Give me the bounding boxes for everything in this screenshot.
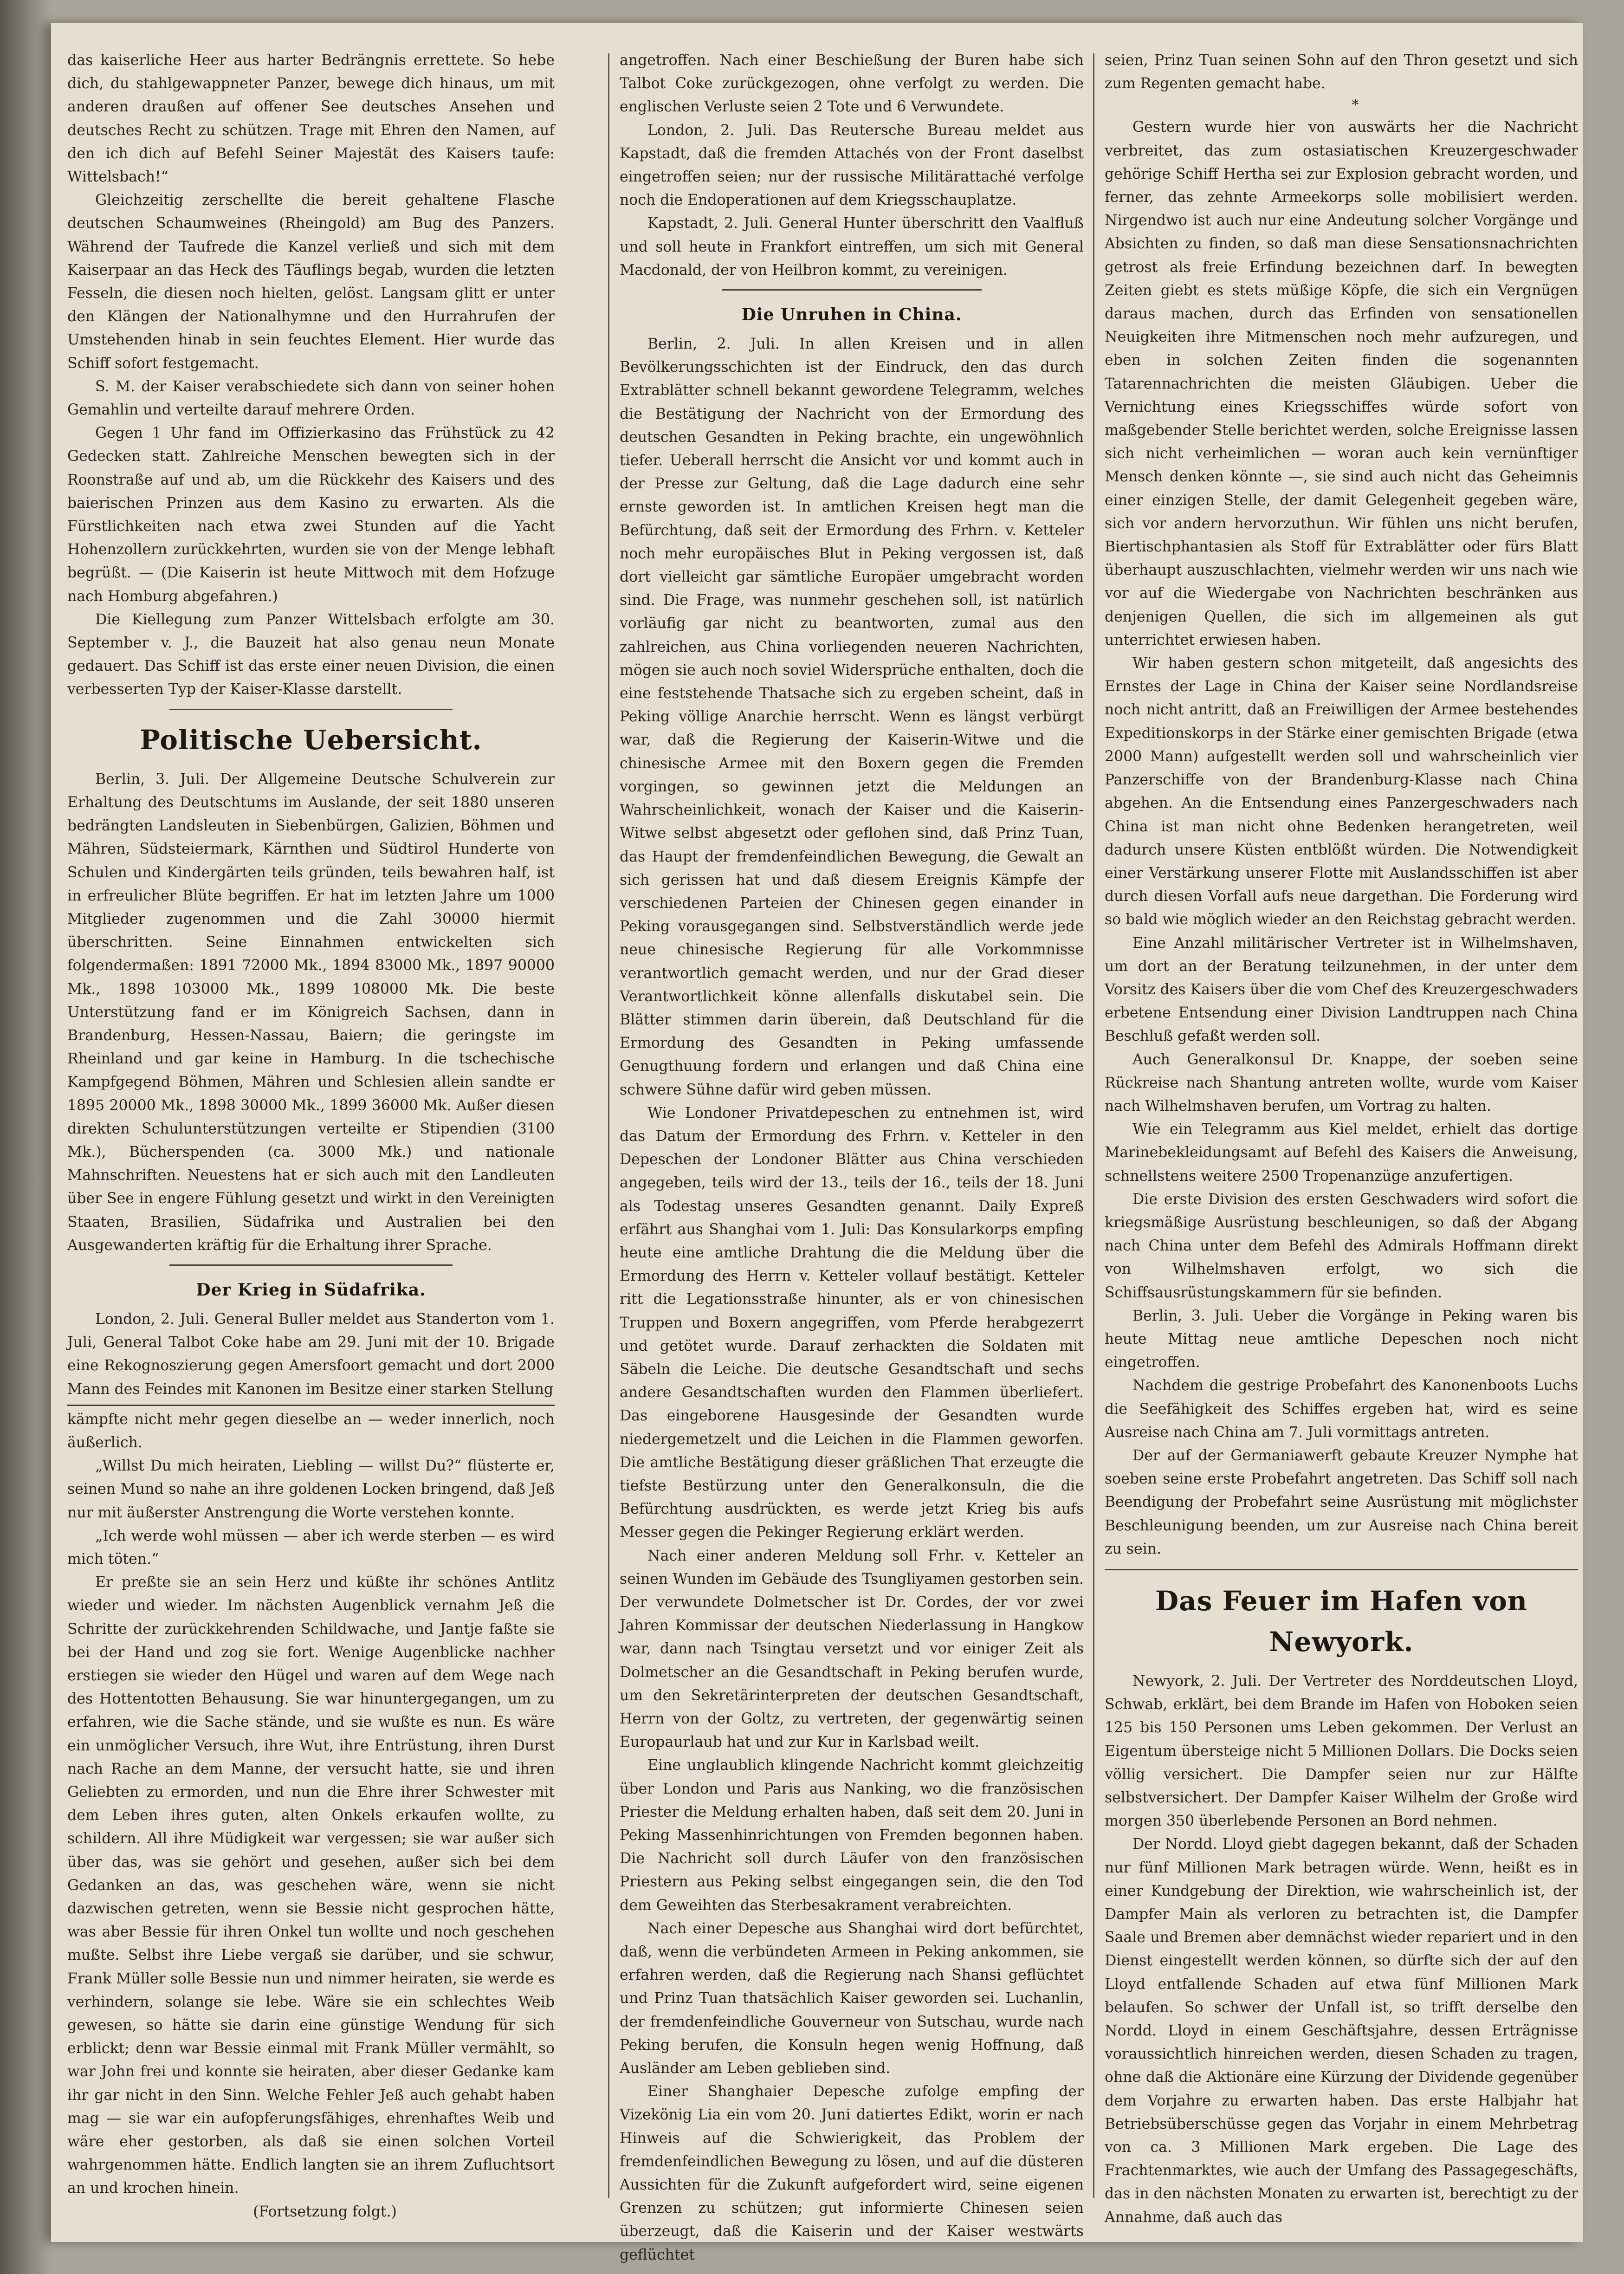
- paragraph: Berlin, 3. Juli. Ueber die Vorgänge in Peking waren bis heute Mittag neue amtliche Depeschen noch nicht eingetroffen.: [1105, 1307, 1578, 1371]
- paragraph: Gestern wurde hier von auswärts her die Nachricht verbreitet, das zum ostasiatischen Kreuzergeschwader gehörige Schiff Hertha sei zur Explosion gebracht worden, und ferner, das zehnte Armeekorps solle mobilisiert werden. Nirgendwo ist auch nur eine Andeutung solcher Vorgänge und Absichten zu finden, so daß man diese Sensationsnachrichten getrost als freie Erfindung bezeichnen darf. In bewegten Zeiten giebt es stets müßige Köpfe, die sich ein Vergnügen daraus machen, durch das Erfinden von sensationellen Neuigkeiten ihre Mitmenschen noch mehr aufzuregen, und eben in solchen Zeiten finden die sogenannten Tatarennachrichten die meisten Gläubigen. Ueber die Vernichtung eines Kriegsschiffes würde sofort von maßgebender Stelle berichtet werden, solche Ereignisse lassen sich nicht verheimlichen — woran auch kein vernünftiger Mensch denken könnte —, sie sind auch nicht das Geheimnis einer einzigen Stelle, der damit Gelegenheit gegeben wäre, sich vor andern hervorzuthun. Wir fühlen uns nicht berufen, Biertischphantasien als Stoff für Extrablätter oder fürs Blatt überhaupt auszuschlachten, vielmehr werden wir uns nach wie vor auf die Wiedergabe von Nachrichten beschränken aus denjenigen Quellen, die sich im allgemeinen als gut unterrichtet erwiesen haben.: [1105, 119, 1578, 648]
- paragraph: Die Kiellegung zum Panzer Wittelsbach erfolgte am 30. September v. J., die Bauzeit hat also genau neun Monate gedauert. Das Schiff ist das erste einer neuen Division, die einen verbesserten Typ der Kaiser-Klasse darstellt.: [67, 611, 555, 698]
- paragraph: Einer Shanghaier Depesche zufolge empfing der Vizekönig Lia ein vom 20. Juni datiertes Edikt, worin er nach Hinweis auf die Schwierigkeit, das Problem der fremdenfeindlichen Bewegung zu lösen, und auf die düsteren Aussichten für die Zukunft aufgefordert wird, seine eigenen Grenzen zu schützen; gut informierte Chinesen seien überzeugt, daß die Kaiserin und der Kaiser westwärts geflüchtet: [620, 2083, 1084, 2263]
- paragraph: Kapstadt, 2. Juli. General Hunter überschritt den Vaalfluß und soll heute in Frankfort eintreffen, um sich mit General Macdonald, der von Heilbron kommt, zu vereinigen.: [620, 215, 1084, 279]
- paragraph: Nachdem die gestrige Probefahrt des Kanonenboots Luchs die Seefähigkeit des Schiffes ergeben hat, wird es seine Ausreise nach China am 7. Juli vormittags antreten.: [1105, 1377, 1578, 1441]
- paragraph: Eine Anzahl militärischer Vertreter ist in Wilhelmshaven, um dort an der Beratung teilzunehmen, in der unter dem Vorsitz des Kaisers über die vom Chef des Kreuzergeschwaders erbetene Entsendung einer Division Landtruppen nach China Beschluß gefaßt werden soll.: [1105, 934, 1578, 1045]
- section-divider: [1105, 1569, 1578, 1570]
- column-2: [620, 49, 1084, 2263]
- paragraph: Wie ein Telegramm aus Kiel meldet, erhielt das dortige Marinebekleidungsamt auf Befehl des Kaisers die Anweisung, schnellstens weitere 2500 Tropenanzüge anzufertigen.: [1105, 1121, 1578, 1185]
- paragraph: angetroffen. Nach einer Beschießung der Buren habe sich Talbot Coke zurückgezogen, ohne verfolgt zu werden. Die englischen Verluste seien 2 Tote und 6 Verwundete.: [620, 52, 1084, 116]
- section-title-fire: Das Feuer im Hafen von Newyork.: [1155, 1585, 1528, 1658]
- paragraph: Berlin, 2. Juli. In allen Kreisen und in allen Bevölkerungsschichten ist der Eindruck, den das durch Extrablätter schnell bekannt gewordene Telegramm, welches die Bestätigung der Nachricht von der Ermordung des deutschen Gesandten in Peking brachte, ein ungewöhnlich tiefer. Ueberall herrscht die Ansicht vor und kommt auch in der Presse zur Geltung, daß die Lage dadurch eine sehr ernste geworden ist. In amtlichen Kreisen hegt man die Befürchtung, daß seit der Ermordung des Frhrn. v. Ketteler noch mehr europäisches Blut in Peking vergossen ist, daß dort vielleicht gar sämtliche Europäer umgebracht worden sind. Die Frage, was nunmehr geschehen soll, ist natürlich vorläufig gar nicht zu beantworten, zumal aus den zahlreichen, aus China vorliegenden neueren Nachrichten, mögen sie auch noch soviel Widersprüche enthalten, doch die eine feststehende Thatsache sich zu ergeben scheint, daß in Peking völlige Anarchie herrscht. Wenn es längst verbürgt war, daß die Regierung der Kaiserin-Witwe und die chinesische Armee mit den Boxern gegen die Fremden vorgingen, so gewinnen jetzt die Meldungen an Wahrscheinlichkeit, wonach der Kaiser und die Kaiserin-Witwe selbst abgesetzt oder geflohen sind, daß Prinz Tuan, das Haupt der fremdenfeindlichen Bewegung, die Gewalt an sich gerissen hat und daß diesem Ereignis Kämpfe der verschiedenen Parteien der Chinesen gegen einander in Peking vorausgegangen sind. Selbstverständlich werde jede neue chinesische Regierung für alle Vorkommnisse verantwortlich gemacht werden, und nur der Grad dieser Verantwortlichkeit könne allenfalls diskutabel sein. Die Blätter stimmen darin überein, daß Deutschland für die Ermordung des Gesandten in Peking umfassende Genugthuung fordern und erlangen und daß China eine schwere Sühne dafür wird geben müssen.: [620, 336, 1084, 1098]
- paragraph: Der Nordd. Lloyd giebt dagegen bekannt, daß der Schaden nur fünf Millionen Mark betragen würde. Wenn, heißt es in einer Kundgebung der Direktion, wie wahrscheinlich ist, der Dampfer Main als verloren zu betrachten ist, die Dampfer Saale und Bremen aber demnächst wieder repariert und in den Dienst eingestellt werden können, so dürfte sich der auf den Lloyd entfallende Schaden auf etwa fünf Millionen Mark belaufen. So schwer der Unfall ist, so trifft derselbe den Nordd. Lloyd in einem Geschäftsjahre, dessen Erträgnisse voraussichtlich hinreichen werden, diesen Schaden zu tragen, ohne daß die Aktionäre eine Kürzung der Dividende gegenüber dem Vorjahre zu erwarten haben. Das erste Halbjahr hat Betriebsüberschüsse gegen das Vorjahr in einem Mehrbetrag von ca. 3 Millionen Mark ergeben. Die Lage des Frachtenmarktes, wie auch der Umfang des Passagegeschäfts, das in den nächsten Monaten zu erwarten ist, berechtigt zu der Annahme, daß auch das: [1105, 1836, 1578, 2226]
- paragraph: Wir haben gestern schon mitgeteilt, daß angesichts des Ernstes der Lage in China der Kaiser seine Nordlandsreise noch nicht antritt, daß an Freiwilligen der Armee bestehendes Expeditionskorps in der Stärke einer gemischten Brigade (etwa 2000 Mann) aufgestellt werden soll und wahrscheinlich vier Panzerschiffe von der Brandenburg-Klasse nach China abgehen. An die Entsendung eines Panzergeschwaders nach China ist man nicht ohne Bedenken herangetreten, weil dadurch unsere Küsten entblößt würden. Die Notwendigkeit einer Verstärkung unserer Flotte mit Auslandsschiffen ist aber durch diesen Vorfall aufs neue dargethan. Die Forderung wird so bald wie möglich wieder an den Reichstag gebracht werden.: [1105, 655, 1579, 928]
- paragraph: Gegen 1 Uhr fand im Offizierkasino das Frühstück zu 42 Gedecken statt. Zahlreiche Menschen bewegten sich in der Roonstraße auf und ab, um die Rückkehr des Kaisers und des baierischen Prinzen aus dem Kasino zu erwarten. Als die Fürstlichkeiten nach etwa zwei Stunden auf die Yacht Hohenzollern zurückkehrten, wurden sie von der Menge lebhaft begrüßt. — (Die Kaiserin ist heute Mittwoch mit dem Hofzuge nach Homburg abgefahren.): [67, 425, 555, 605]
- section-divider: [169, 1264, 453, 1266]
- paragraph: „Ich werde wohl müssen — aber ich werde sterben — es wird mich töten.“: [67, 1527, 555, 1568]
- column-3: [1105, 49, 1579, 2226]
- column-rule-left: [608, 53, 609, 2198]
- paragraph: Berlin, 3. Juli. Der Allgemeine Deutsche Schulverein zur Erhaltung des Deutschtums im Auslande, der seit 1880 unseren bedrängten Landsleuten in Siebenbürgen, Galizien, Böhmen und Mähren, Südsteiermark, Kärnthen und Südtirol Hunderte von Schulen und Kindergärten teils gründen, teils bewahren half, ist in erfreulicher Blüte begriffen. Er hat im letzten Jahre um 1000 Mitglieder zugenommen und die Zahl 30000 hiermit überschritten. Seine Einnahmen entwickelten sich folgendermaßen: 1891 72000 Mk., 1894 83000 Mk., 1897 90000 Mk., 1898 103000 Mk., 1899 108000 Mk. Die beste Unterstützung fand er im Königreich Sachsen, dann in Brandenburg, Hessen-Nassau, Baiern; die geringste im Rheinland und gar keine in Hamburg. In die tschechische Kampfgegend Böhmen, Mähren und Schlesien allein sandte er 1895 20000 Mk., 1898 30000 Mk., 1899 36000 Mk. Außer diesen direkten Schulunterstützungen verteilte er Stipendien (3100 Mk.), Bücherspenden (ca. 3000 Mk.) und nationale Mahnschriften. Neuestens hat er sich auch mit den Landleuten über See in engere Fühlung gesetzt und wirkt in den Vereinigten Staaten, Brasilien, Südafrika und Australien bei den Ausgewanderten kräftig für die Erhaltung ihrer Sprache.: [67, 771, 555, 1254]
- paragraph: Der auf der Germaniawerft gebaute Kreuzer Nymphe hat soeben seine erste Probefahrt angetreten. Das Schiff soll nach Beendigung der Probefahrt seine Ausrüstung mit möglichster Beschleunigung beenden, um zur Ausreise nach China bereit zu sein.: [1105, 1447, 1578, 1557]
- section-divider: [722, 289, 982, 291]
- section-divider: [169, 709, 453, 710]
- column-1: [67, 49, 555, 2220]
- paragraph: Eine unglaublich klingende Nachricht kommt gleichzeitig über London und Paris aus Nanking, wo die französischen Priester die Meldung erhalten haben, daß seit dem 20. Juni in Peking Massenhinrichtungen von Fremden begonnen haben. Die Nachricht soll durch Läufer von den französischen Priestern aus Peking selbst eingegangen sein, die den Tod dem Geweihten das Sterbesakrament verabreichten.: [620, 1757, 1084, 1914]
- section-title-china: Die Unruhen in China.: [741, 305, 962, 325]
- book-binding: [0, 0, 51, 2274]
- feuilleton-divider: [67, 1405, 555, 1406]
- paragraph: kämpfte nicht mehr gegen dieselbe an — weder innerlich, noch äußerlich.: [67, 1411, 555, 1451]
- paragraph: Er preßte sie an sein Herz und küßte ihr schönes Antlitz wieder und wieder. Im nächsten Augenblick vernahm Jeß die Schritte der zurückkehrenden Schildwache, und Jantje faßte sie bei der Hand und zog sie fort. Wenige Augenblicke nachher erstiegen sie wieder den Hügel und waren auf dem Wege nach des Hottentotten Behausung. Sie war hinuntergegangen, um zu erfahren, wie die Sache stände, und sie wußte es nun. Es wäre ein unmöglicher Versuch, ihre Wut, ihre Entrüstung, ihren Durst nach Rache an dem Manne, der versucht hatte, sie und ihren Geliebten zu ermorden, und nun die Ehre ihrer Schwester mit dem Leben ihres guten, alten Onkels erkaufen wollte, zu schildern. All ihre Müdigkeit war vergessen; sie war außer sich über das, was sie gehört und gesehen, außer sich bei dem Gedanken an das, was geschehen wäre, wenn sie nicht dazwischen getreten, wenn sie Bessie nicht gesprochen hätte, was aber Bessie für ihren Onkel tun wollte und noch geschehen mußte. Selbst ihre Liebe vergaß sie darüber, und sie schwur, Frank Müller solle Bessie nun und nimmer heiraten, sie werde es verhindern, solange sie lebe. Wäre sie ein schlechtes Weib gewesen, so hätte sie darin eine günstige Wendung für sich erblickt; denn war Bessie einmal mit Frank Müller vermählt, so war John frei und konnte sie heiraten, aber dieser Gedanke kam ihr gar nicht in den Sinn. Welche Fehler Jeß auch gehabt haben mag — sie war ein aufopferungsfähiges, ehrenhaftes Weib und wäre eher gestorben, als daß sie einen solchen Vorteil wahrgenommen hätte. Endlich langten sie an ihrem Zufluchtsort an und krochen hinein.: [67, 1574, 555, 2197]
- paragraph: London, 2. Juli. Das Reutersche Bureau meldet aus Kapstadt, daß die fremden Attachés von der Front daselbst eingetroffen seien; nur der russische Militärattaché verfolge noch die Endoperationen auf dem Kriegsschauplatze.: [620, 122, 1084, 209]
- paragraph: S. M. der Kaiser verabschiedete sich dann von seiner hohen Gemahlin und verteilte darauf mehrere Orden.: [67, 378, 555, 419]
- paragraph: seien, Prinz Tuan seinen Sohn auf den Thron gesetzt und sich zum Regenten gemacht habe.: [1105, 52, 1578, 92]
- paragraph: Auch Generalkonsul Dr. Knappe, der soeben seine Rückreise nach Shantung antreten wollte, wurde vom Kaiser nach Wilhelmshaven berufen, um Vortrag zu halten.: [1105, 1051, 1578, 1114]
- paragraph: das kaiserliche Heer aus harter Bedrängnis errettete. So hebe dich, du stahlgewappneter Panzer, bewege dich hinaus, um mit anderen draußen auf offener See deutsches Ansehen und deutsches Recht zu schützen. Trage mit Ehren den Namen, auf den ich dich auf Befehl Seiner Majestät des Kaisers taufe: Wittelsbach!“: [67, 52, 555, 186]
- paragraph: „Willst Du mich heiraten, Liebling — willst Du?“ flüsterte er, seinen Mund so nahe an ihre goldenen Locken bringend, daß Jeß nur mit äußerster Anstrengung die Worte verstehen konnte.: [67, 1458, 555, 1521]
- paragraph: Wie Londoner Privatdepeschen zu entnehmen ist, wird das Datum der Ermordung des Frhrn. v. Ketteler in den Depeschen der Londoner Blätter aus China verschieden angegeben, teils wird der 13., teils der 16., teils der 18. Juni als Todestag unseres Gesandten genannt. Daily Expreß erfährt aus Shanghai vom 1. Juli: Das Konsularkorps empfing heute eine amtliche Drahtung die die Meldung über die Ermordung des Herrn v. Ketteler vollauf bestätigt. Ketteler ritt die Legationsstraße hinunter, als er von chinesischen Truppen und Boxern angegriffen, vom Pferde herabgezerrt und getötet wurde. Darauf zerhackten die Soldaten mit Säbeln die Leiche. Die deutsche Gesandtschaft und sechs andere Gesandtschaften wurden den Flammen überliefert. Das eingeborene Hausgesinde der Gesandten wurde niedergemetzelt und die Leichen in die Flammen geworfen. Die amtliche Bestätigung dieser gräßlichen That erzeugte die tiefste Bestürzung unter den Generalkonsuln, die die Befürchtung ausdrückten, es werde jetzt Krieg bis aufs Messer gegen die Pekinger Regierung erklärt werden.: [620, 1104, 1084, 1541]
- section-title-war: Der Krieg in Südafrika.: [196, 1280, 426, 1300]
- paragraph: Nach einer anderen Meldung soll Frhr. v. Ketteler an seinen Wunden im Gebäude des Tsungliyamen gestorben sein. Der verwundete Dolmetscher ist Dr. Cordes, der vor zwei Jahren Kommissar der deutschen Niederlassung in Hangkow war, dann nach Tsingtau versetzt und vor einiger Zeit als Dolmetscher an die Gesandtschaft in Peking berufen wurde, um den Sekretärinterpreten der deutschen Gesandtschaft, Herrn von der Goltz, zu vertreten, der gegenwärtig seinen Europaurlaub hat und zur Kur in Karlsbad weilt.: [620, 1547, 1084, 1751]
- paragraph: Gleichzeitig zerschellte die bereit gehaltene Flasche deutschen Schaumweines (Rheingold) am Bug des Panzers. Während der Taufrede die Kanzel verließ und sich mit dem Kaiserpaar an das Heck des Täuflings begab, wurden die letzten Fesseln, die diesen noch hielten, gelöst. Langsam glitt er unter den Klängen der Nationalhymne und den Hurrahrufen der Umstehenden hinab in sein feuchtes Element. Hier wurde das Schiff sofort festgemacht.: [67, 192, 555, 372]
- section-title-politics: Politische Uebersicht.: [140, 724, 482, 756]
- paragraph: Die erste Division des ersten Geschwaders wird sofort die kriegsmäßige Ausrüstung beschleunigen, so daß der Abgang nach China unter dem Befehl des Admirals Hoffmann direkt von Wilhelmshaven erfolgt, wo sich die Schiffsausrüstungskammern für sie befinden.: [1105, 1191, 1578, 1301]
- column-rule-right: [1093, 53, 1094, 2198]
- paragraph: London, 2. Juli. General Buller meldet aus Standerton vom 1. Juli, General Talbot Coke habe am 29. Juni mit der 10. Brigade eine Rekognoszierung gegen Amersfoort gemacht und dort 2000 Mann des Feindes mit Kanonen im Besitze einer starken Stellung: [67, 1310, 555, 1398]
- asterisk-separator: *: [1352, 97, 1359, 114]
- paragraph: Nach einer Depesche aus Shanghai wird dort befürchtet, daß, wenn die verbündeten Armeen in Peking ankommen, sie erfahren werden, daß die Regierung nach Shansi geflüchtet und Prinz Tuan thatsächlich Kaiser geworden sei. Luchanlin, der fremdenfeindliche Gouverneur von Sutschau, wurde nach Peking berufen, die Konsuln hegen wenig Hoffnung, daß Ausländer am Leben geblieben sind.: [620, 1920, 1084, 2077]
- continued-note: (Fortsetzung folgt.): [253, 2203, 397, 2220]
- paragraph: Newyork, 2. Juli. Der Vertreter des Norddeutschen Lloyd, Schwab, erklärt, bei dem Brande im Hafen von Hoboken seien 125 bis 150 Personen ums Leben gekommen. Der Verlust an Eigentum übersteige nicht 5 Millionen Dollars. Die Docks seien völlig versichert. Die Dampfer seien nur zur Hälfte selbstversichert. Der Dampfer Kaiser Wilhelm der Große wird morgen 350 überlebende Personen an Bord nehmen.: [1105, 1673, 1578, 1830]
